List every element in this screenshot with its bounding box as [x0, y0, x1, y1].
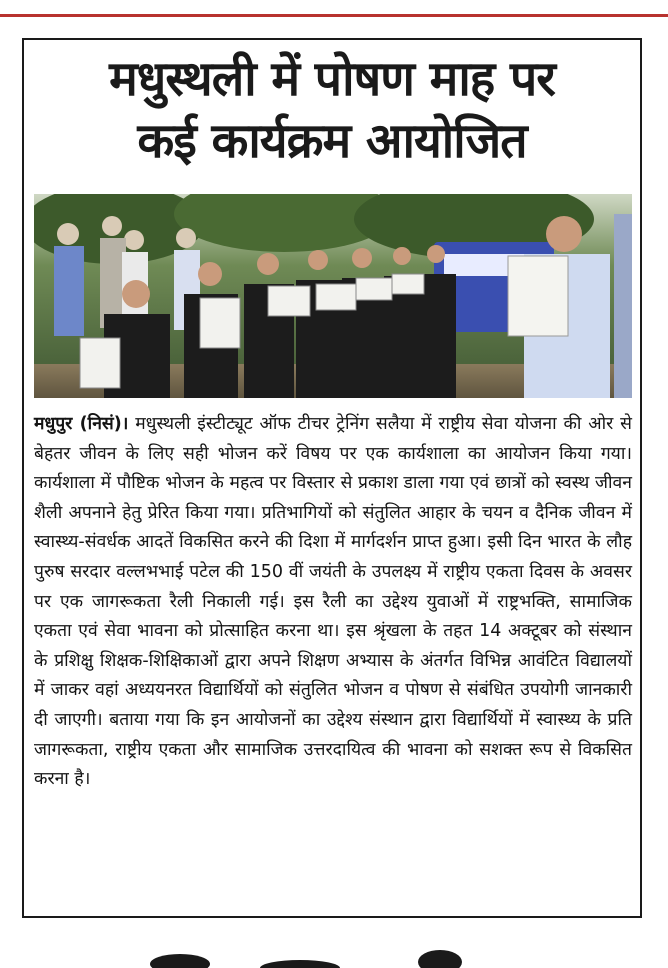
top-red-rule — [0, 14, 668, 17]
dateline: मधुपुर (निसं)। — [34, 414, 129, 434]
headline-line-2: कई कार्यक्रम आयोजित — [137, 113, 527, 169]
headline — [24, 48, 640, 172]
news-photo — [34, 194, 632, 398]
headline-line-1: मधुस्थली में पोषण माह पर — [109, 51, 555, 107]
article-body — [34, 410, 632, 795]
article-body-text: मधुस्थली इंस्टीट्यूट ऑफ टीचर ट्रेनिंग सलैया में राष्ट्रीय सेवा योजना की ओर से बेहतर जीवन के लिए सही भोजन करें विषय पर एक कार्यशाला का आयोजन किया गया। कार्यशाला में पौष्टिक भोजन के महत्व पर विस्तार से प्रकाश डाला गया एवं छात्रों को स्वस्थ जीवन शैली अपनाने हेतु प्रेरित किया गया। प्रतिभागियों को संतुलित आहार के चयन व दैनिक जीवन में स्वास्थ्य-संवर्धक आदतें विकसित करने की दिशा में मार्गदर्शन प्राप्त हुआ। इसी दिन भारत के लौह पुरुष सरदार वल्लभभाई पटेल की 150 वीं जयंती के उपलक्ष्य में राष्ट्रीय एकता दिवस के अवसर पर एक जागरूकता रैली निकाली गई। इस रैली का उद्देश्य युवाओं में राष्ट्रभक्ति, सामाजिक एकता एवं सेवा भावना को प्रोत्साहित करना था। इस श्रृंखला के तहत 14 अक्टूबर को संस्थान के प्रशिक्षु शिक्षक-शिक्षिकाओं द्वारा अपने शिक्षण अभ्यास के अंतर्गत विभिन्न आवंटित विद्यालयों में जाकर वहां अध्ययनरत विद्यार्थियों को संतुलित भोजन व पोषण से संबंधित उपयोगी जानकारी दी जाएगी। बताया गया कि इन आयोजनों का उद्देश्य संस्थान द्वारा विद्यार्थियों में स्वास्थ्य के प्रति जागरूकता, राष्ट्रीय एकता और सामाजिक उत्तरदायित्व की भावना को सशक्त रूप से विकसित करना है। — [34, 414, 632, 790]
news-clipping — [22, 38, 642, 918]
